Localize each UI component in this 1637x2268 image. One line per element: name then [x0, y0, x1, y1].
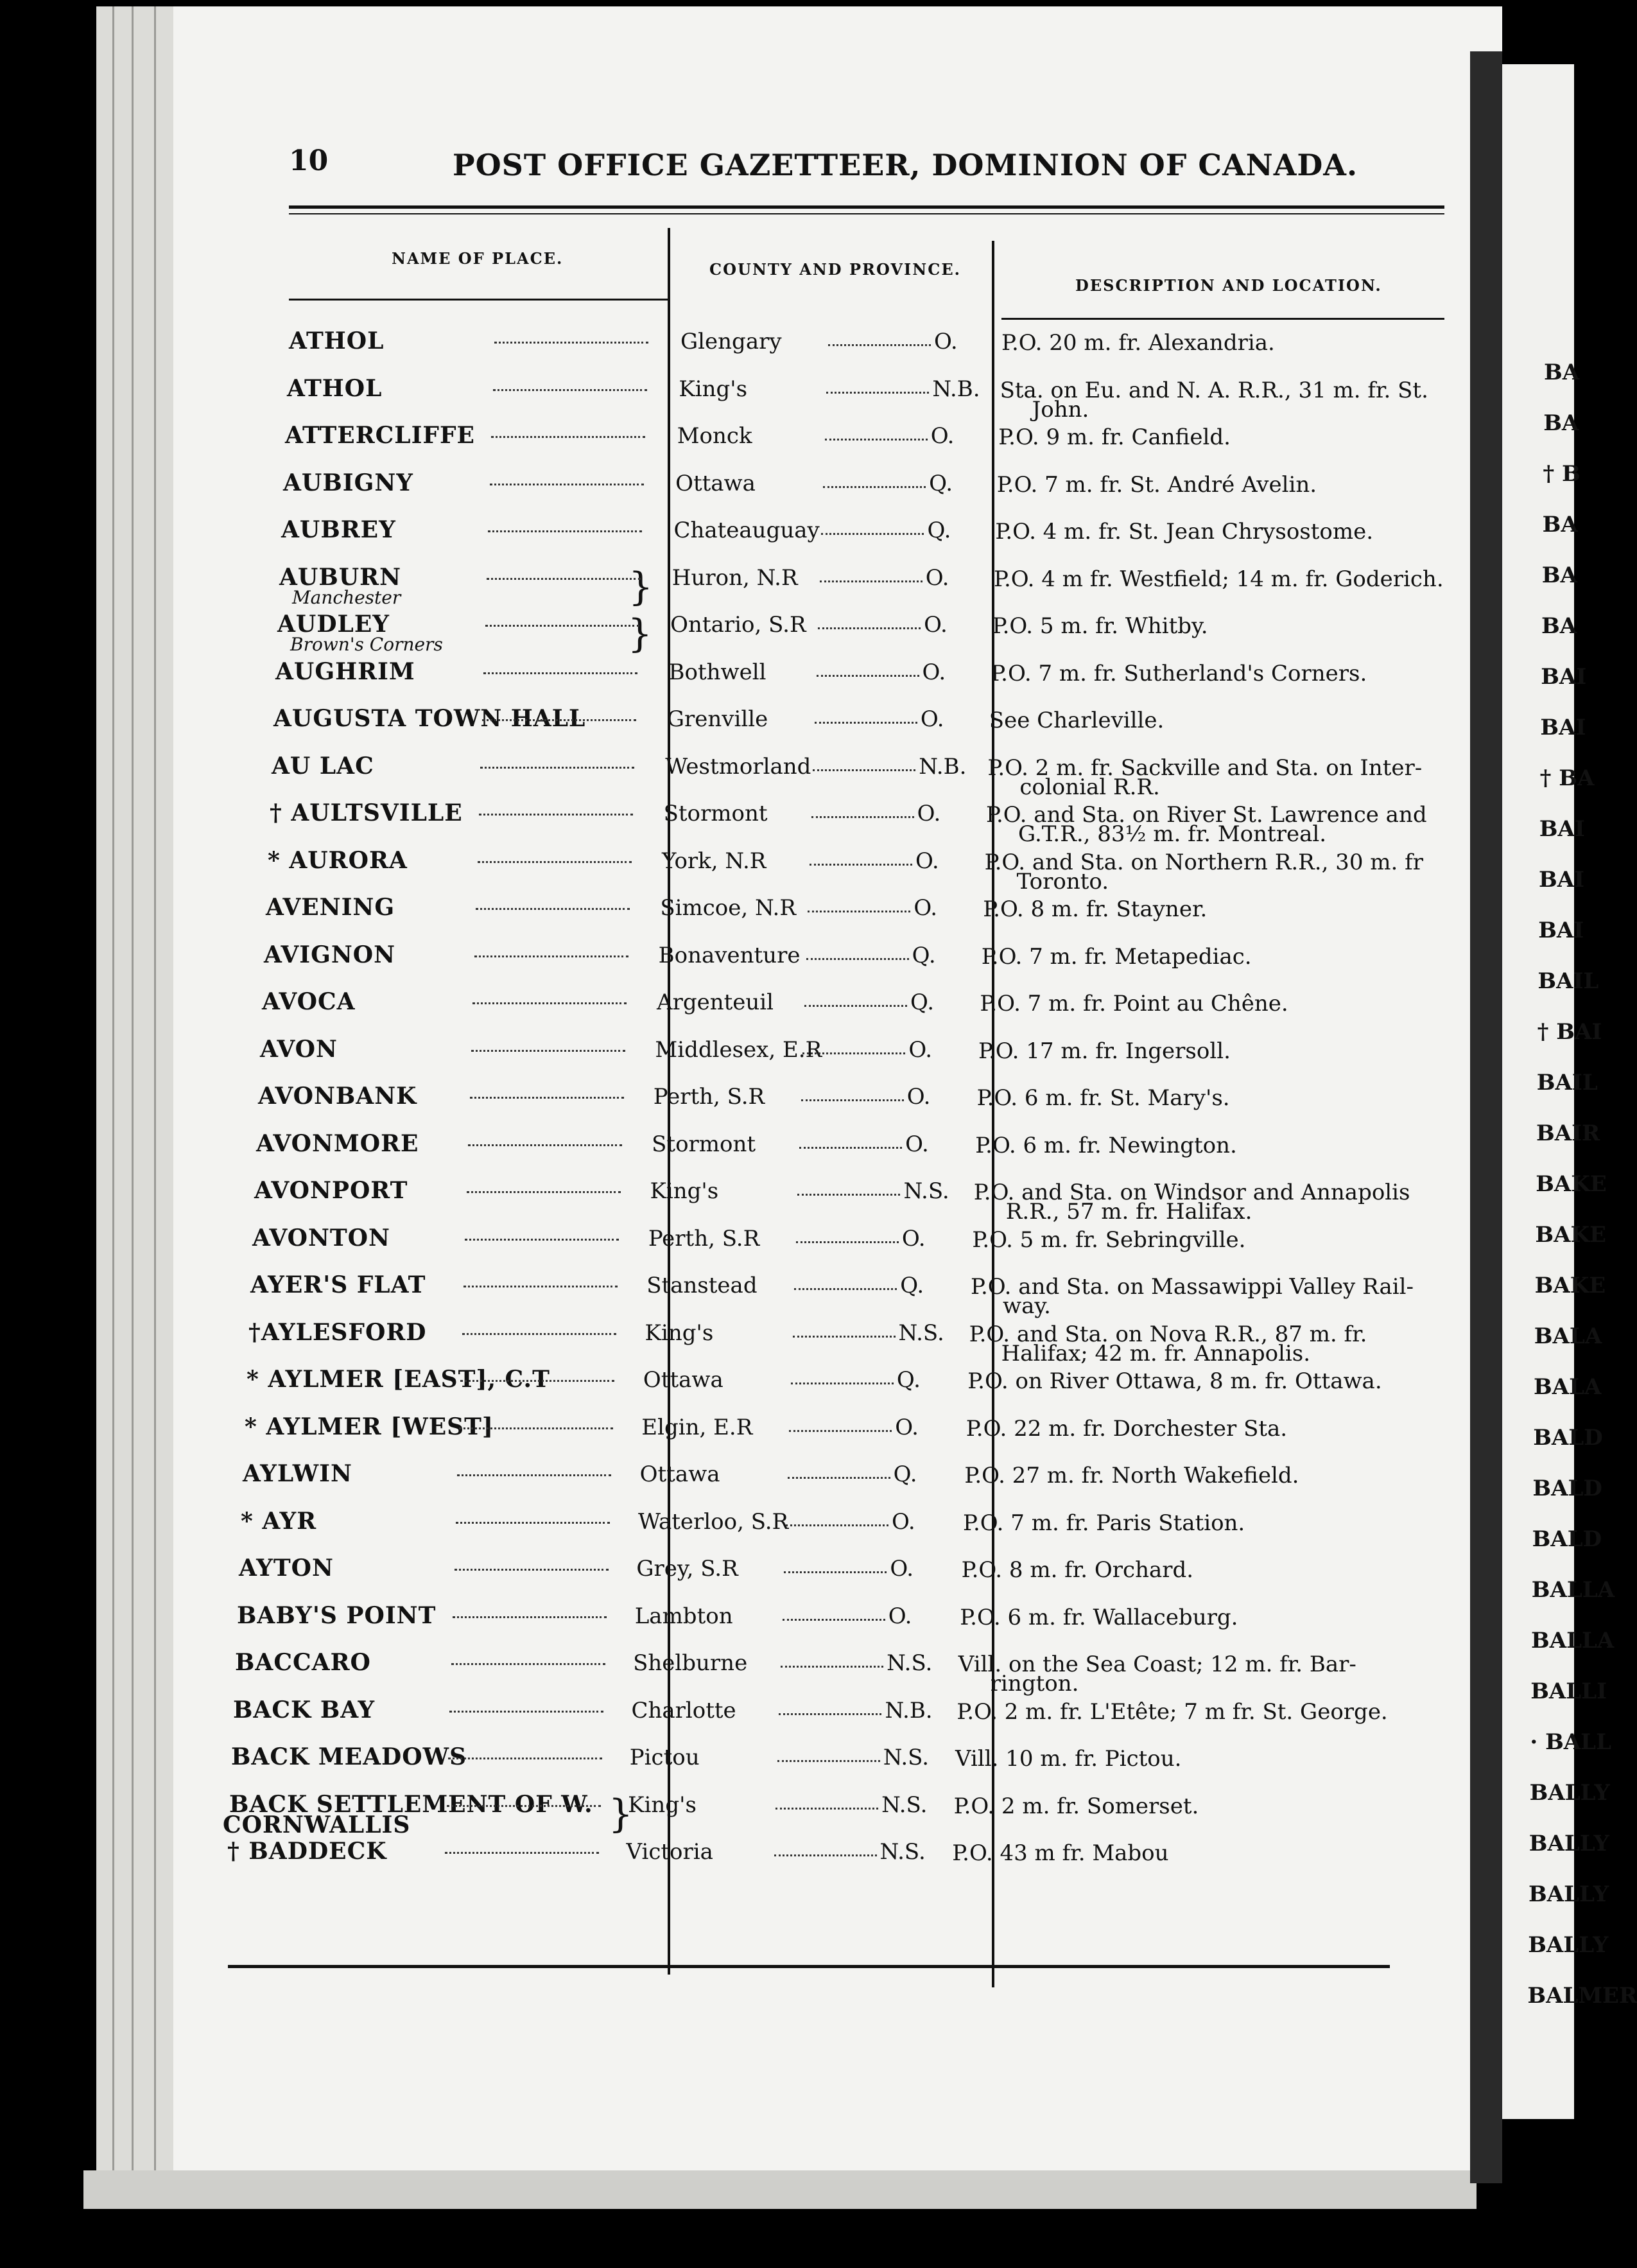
description: P.O. 5 m. fr. Whitby.: [992, 613, 1208, 639]
county-name: King's: [645, 1320, 714, 1346]
province-code: N.B.: [919, 753, 967, 780]
table-row: [0, 1791, 1574, 1837]
description: P.O. and Sta. on Massawippi Valley Rail-: [971, 1274, 1414, 1300]
leader-dots: [457, 1474, 611, 1476]
next-page-entry: BALA: [1534, 1323, 1602, 1349]
next-page-entry: † BAI: [1537, 1019, 1602, 1045]
next-page-entry: BAKE: [1536, 1171, 1607, 1197]
county-name: Bonaventure: [658, 942, 801, 968]
county-name: Grenville: [666, 706, 768, 732]
leader-dots: [789, 1430, 892, 1432]
next-page-entry: BA: [1541, 563, 1577, 588]
table-row: [0, 1508, 1574, 1554]
next-page-entry: † B: [1543, 461, 1581, 487]
description-continued: G.T.R., 83½ m. fr. Montreal.: [1018, 821, 1327, 847]
header-underline: [1001, 318, 1444, 320]
county-name: King's: [650, 1178, 719, 1204]
description: P.O. 27 m. fr. North Wakefield.: [964, 1463, 1299, 1488]
description: P.O. 17 m. fr. Ingersoll.: [978, 1038, 1231, 1064]
place-name: AUBURN: [279, 563, 401, 591]
leader-dots: [793, 1336, 896, 1338]
place-name: BACK MEADOWS: [231, 1743, 467, 1770]
province-code: O.: [905, 1131, 929, 1157]
province-code: N.S.: [881, 1792, 928, 1818]
description-continued: colonial R.R.: [1019, 774, 1160, 800]
description-continued: Halifax; 42 m. fr. Annapolis.: [1001, 1340, 1311, 1366]
description: P.O. 5 m. fr. Sebringville.: [972, 1226, 1246, 1253]
description: See Charleville.: [989, 708, 1165, 733]
footer-rule: [228, 1965, 1390, 1968]
county-name: Bothwell: [668, 659, 767, 685]
county-name: King's: [628, 1792, 697, 1818]
table-row: [0, 327, 1574, 374]
place-name: AU LAC: [272, 752, 374, 780]
province-code: O.: [934, 329, 958, 354]
description: P.O. 2 m. fr. Sackville and Sta. on Inter-: [987, 755, 1423, 781]
leader-dots: [474, 955, 628, 957]
leader-dots: [451, 1663, 605, 1665]
next-page-entry: BALMER: [1527, 1983, 1637, 2009]
leader-dots: [799, 1147, 902, 1149]
column-header-name: NAME OF PLACE.: [392, 249, 564, 268]
county-name: Huron, N.R: [671, 564, 798, 591]
description-continued: John.: [1032, 396, 1089, 423]
province-code: N.S.: [903, 1178, 949, 1204]
leader-dots: [810, 864, 912, 866]
description-continued: way.: [1003, 1293, 1051, 1319]
description: P.O. 7 m. fr. Paris Station.: [963, 1510, 1245, 1536]
table-row: [0, 941, 1574, 988]
next-page-entry: BAI: [1541, 664, 1587, 690]
place-name: AUGHRIM: [275, 658, 415, 685]
description: Vill. on the Sea Coast; 12 m. fr. Bar-: [958, 1652, 1356, 1677]
next-page-entry: BALD: [1533, 1425, 1603, 1451]
next-page-entry: BA: [1543, 410, 1579, 436]
county-name: Middlesex, E.R: [655, 1036, 822, 1063]
place-name: AVONTON: [252, 1224, 390, 1252]
table-row: [0, 705, 1574, 751]
leader-dots: [480, 767, 634, 769]
place-alias: Manchester: [292, 586, 401, 608]
place-name: AVIGNON: [264, 941, 395, 968]
table-row: [0, 1036, 1574, 1082]
leader-dots: [467, 1191, 621, 1193]
table-row: [0, 847, 1574, 893]
place-name: * AYLMER [WEST]: [245, 1413, 494, 1440]
place-alias: CORNWALLIS: [223, 1811, 411, 1838]
county-name: Glengary: [680, 329, 782, 354]
next-page-entry: BALLY: [1529, 1780, 1610, 1806]
leader-dots: [476, 908, 630, 910]
leader-dots: [815, 722, 917, 724]
county-name: Chateauguay: [673, 518, 820, 543]
place-name: AUDLEY: [277, 611, 390, 638]
description: P.O. 8 m. fr. Stayner.: [983, 896, 1208, 922]
leader-dots: [828, 344, 931, 346]
province-code: O.: [925, 564, 949, 591]
header-rule: [289, 205, 1444, 209]
province-code: N.S.: [887, 1650, 933, 1676]
place-name: AYLWIN: [243, 1460, 352, 1487]
leader-dots: [802, 1052, 905, 1054]
column-header-county: COUNTY AND PROVINCE.: [709, 260, 961, 279]
province-code: O.: [915, 848, 939, 874]
leader-dots: [825, 439, 928, 441]
place-name: AVONPORT: [254, 1177, 408, 1204]
province-code: O.: [922, 659, 946, 685]
county-name: Victoria: [626, 1839, 713, 1865]
page-header: [289, 144, 1358, 196]
leader-dots: [478, 861, 632, 863]
next-page-entry: BALLY: [1529, 1881, 1609, 1907]
table-row: [0, 1319, 1574, 1365]
next-page-entry: BALD: [1532, 1526, 1602, 1552]
county-name: Stanstead: [646, 1273, 758, 1298]
county-name: Ontario, S.R: [670, 612, 806, 638]
province-code: Q.: [929, 470, 953, 496]
place-name: AVENING: [266, 894, 395, 921]
province-code: O.: [901, 1225, 926, 1252]
province-code: N.B.: [932, 376, 980, 402]
leader-dots: [456, 1522, 610, 1524]
description: P.O. and Sta. on River St. Lawrence and: [986, 802, 1427, 828]
leader-dots: [491, 436, 645, 438]
description: P.O. 7 m. fr. St. André Avelin.: [996, 471, 1317, 498]
leader-dots: [470, 1097, 624, 1099]
county-name: Stormont: [663, 801, 768, 826]
county-name: Stormont: [652, 1131, 756, 1157]
place-name: AUGUSTA TOWN HALL: [273, 705, 586, 732]
place-name: AUBIGNY: [283, 469, 413, 496]
leader-dots: [823, 486, 926, 488]
county-name: Ottawa: [675, 470, 756, 496]
description: P.O. 43 m fr. Mabou: [952, 1840, 1169, 1866]
leader-dots: [788, 1477, 890, 1479]
leader-dots: [482, 719, 636, 721]
leader-dots: [818, 627, 921, 629]
table-row: [0, 1083, 1574, 1129]
leader-dots: [472, 1002, 627, 1004]
leader-dots: [453, 1616, 607, 1618]
description: P.O. 7 m. fr. Point au Chêne.: [980, 991, 1288, 1016]
next-page-entry: BA: [1544, 360, 1580, 385]
table-row: [0, 753, 1574, 799]
place-name: BACCARO: [235, 1649, 371, 1676]
province-code: N.S.: [898, 1320, 944, 1346]
leader-dots: [786, 1524, 888, 1526]
leader-dots: [460, 1380, 614, 1382]
next-page-entry: · BALL: [1530, 1729, 1611, 1755]
table-row: [0, 988, 1574, 1034]
place-name: AVONBANK: [258, 1083, 417, 1110]
next-page-entry: BAI: [1539, 816, 1585, 842]
leader-dots: [459, 1427, 613, 1429]
place-name: * AYLMER [EAST], C.T: [247, 1366, 550, 1393]
leader-dots: [487, 578, 641, 580]
leader-dots: [447, 1805, 601, 1807]
place-name: BACK BAY: [233, 1696, 376, 1723]
next-page-entry: BAI: [1540, 715, 1586, 740]
description: P.O. 4 m. fr. St. Jean Chrysostome.: [995, 519, 1374, 545]
province-code: N.S.: [879, 1839, 926, 1865]
table-row: [0, 422, 1574, 468]
description: P.O. and Sta. on Northern R.R., 30 m. fr: [984, 849, 1423, 875]
brace: }: [628, 564, 654, 609]
leader-dots: [779, 1713, 881, 1715]
province-code: O.: [930, 423, 955, 449]
table-row: [0, 1743, 1574, 1790]
county-name: Ottawa: [643, 1367, 723, 1393]
county-name: Elgin, E.R: [641, 1414, 753, 1440]
leader-dots: [462, 1333, 616, 1335]
leader-dots: [445, 1852, 599, 1854]
place-name: ATHOL: [289, 327, 385, 354]
description: Vill. 10 m. fr. Pictou.: [955, 1746, 1182, 1772]
leader-dots: [777, 1760, 880, 1762]
place-name: AYTON: [239, 1555, 334, 1582]
description: P.O. 7 m. fr. Metapediac.: [981, 943, 1252, 970]
county-name: Ottawa: [639, 1461, 720, 1487]
table-row: [0, 611, 1574, 657]
county-name: King's: [679, 376, 748, 402]
table-row: [0, 375, 1574, 421]
description: P.O. 4 m fr. Westfield; 14 m. fr. Goderich.: [994, 566, 1444, 592]
county-name: Perth, S.R: [653, 1084, 765, 1110]
leader-dots: [796, 1241, 899, 1243]
next-page-entry: BALD: [1532, 1476, 1602, 1501]
place-name: BABY'S POINT: [237, 1601, 437, 1629]
place-name: AVONMORE: [256, 1130, 419, 1157]
description: Sta. on Eu. and N. A. R.R., 31 m. fr. St.: [1000, 377, 1428, 403]
leader-dots: [449, 1711, 603, 1713]
leader-dots: [826, 392, 929, 394]
leader-dots: [494, 342, 648, 344]
county-name: Perth, S.R: [648, 1225, 760, 1252]
description: P.O. 2 m. fr. Somerset.: [953, 1793, 1199, 1819]
leader-dots: [483, 672, 637, 674]
province-code: Q.: [927, 518, 951, 543]
county-name: Charlotte: [631, 1697, 736, 1723]
province-code: Q.: [912, 942, 936, 968]
county-name: Shelburne: [633, 1650, 748, 1676]
province-code: Q.: [910, 990, 935, 1015]
header-underline: [289, 299, 668, 301]
next-page-entry: † BA: [1539, 765, 1595, 791]
county-name: Westmorland: [665, 753, 811, 780]
description: P.O. 7 m. fr. Sutherland's Corners.: [991, 660, 1367, 686]
header-rule: [289, 213, 1444, 214]
place-alias: Brown's Corners: [290, 634, 443, 655]
table-row: [0, 1225, 1574, 1271]
description: P.O. 6 m. fr. Wallaceburg.: [960, 1604, 1238, 1630]
next-page-entry: BAIL: [1536, 1070, 1598, 1095]
leader-dots: [775, 1808, 878, 1810]
province-code: O.: [890, 1556, 914, 1582]
county-name: Argenteuil: [657, 990, 774, 1015]
description: P.O. 9 m. fr. Canfield.: [998, 424, 1231, 450]
table-row: [0, 658, 1574, 704]
place-name: AVON: [260, 1035, 338, 1063]
page-number: 10: [289, 144, 329, 177]
leader-dots: [804, 1005, 907, 1007]
description: P.O. 6 m. fr. Newington.: [975, 1132, 1237, 1158]
leader-dots: [821, 533, 924, 535]
table-row: [0, 1555, 1574, 1601]
province-code: N.B.: [885, 1697, 933, 1723]
page-title: POST OFFICE GAZETTEER, DOMINION OF CANADA.: [453, 148, 1358, 182]
place-name: † AULTSVILLE: [270, 799, 463, 826]
place-name: BACK SETTLEMENT OF W.: [229, 1790, 593, 1818]
county-name: York, N.R: [661, 848, 767, 874]
table-row: [0, 469, 1574, 516]
place-name: * AURORA: [268, 846, 408, 874]
leader-dots: [808, 911, 910, 912]
next-page-entry: BALLY: [1529, 1831, 1609, 1856]
table-row: [0, 516, 1574, 563]
description-continued: R.R., 57 m. fr. Halifax.: [1005, 1199, 1252, 1225]
leader-dots: [490, 484, 644, 485]
leader-dots: [813, 769, 915, 771]
leader-dots: [455, 1569, 609, 1571]
table-row: [0, 1413, 1574, 1460]
table-row: [0, 1649, 1574, 1695]
table-row: [0, 1366, 1574, 1412]
leader-dots: [797, 1194, 900, 1196]
province-code: O.: [895, 1414, 919, 1440]
description: P.O. 8 m. fr. Orchard.: [961, 1557, 1194, 1583]
next-page-entry: BA: [1541, 613, 1577, 639]
leader-dots: [488, 530, 642, 532]
leader-dots: [820, 580, 922, 582]
table-row: [0, 1697, 1574, 1743]
next-page-entry: BALLA: [1531, 1577, 1615, 1603]
leader-dots: [463, 1286, 618, 1287]
province-code: Q.: [900, 1273, 924, 1298]
leader-dots: [774, 1854, 877, 1856]
next-page-entry: BAI: [1538, 918, 1584, 943]
next-page-entry: BALLI: [1530, 1679, 1607, 1704]
leader-dots: [783, 1619, 885, 1621]
place-name: AUBREY: [281, 516, 396, 543]
province-code: O.: [917, 801, 941, 826]
province-code: O.: [920, 706, 944, 732]
leader-dots: [817, 675, 919, 677]
province-code: O.: [914, 895, 938, 921]
table-row: [0, 1460, 1574, 1506]
place-name: ATHOL: [287, 374, 383, 402]
leader-dots: [784, 1571, 887, 1573]
place-name: † BADDECK: [227, 1838, 387, 1865]
description: P.O. on River Ottawa, 8 m. fr. Ottawa.: [967, 1368, 1382, 1394]
leader-dots: [479, 814, 633, 816]
province-code: O.: [888, 1603, 912, 1629]
table-row: [0, 1602, 1574, 1648]
next-page-entry: BALLA: [1531, 1628, 1615, 1653]
description: P.O. 2 m. fr. L'Etête; 7 m fr. St. George.: [957, 1698, 1388, 1725]
table-row: [0, 564, 1574, 610]
county-name: Lambton: [634, 1603, 733, 1629]
place-name: ATTERCLIFFE: [285, 422, 475, 449]
column-header-description: DESCRIPTION AND LOCATION.: [1075, 276, 1382, 295]
next-page-entry: BA: [1542, 512, 1578, 537]
brace: }: [608, 1791, 633, 1836]
next-page-entry: BAIL: [1537, 968, 1599, 994]
description: P.O. 20 m. fr. Alexandria.: [1001, 330, 1275, 356]
leader-dots: [801, 1099, 904, 1101]
province-code: O.: [924, 612, 948, 638]
description-continued: rington.: [990, 1671, 1079, 1697]
next-page-entry: BAKE: [1535, 1222, 1606, 1248]
description: P.O. and Sta. on Windsor and Annapolis: [973, 1180, 1410, 1205]
next-page-entry: BAKE: [1534, 1273, 1606, 1298]
page-bottom-edge: [83, 2170, 1477, 2209]
province-code: N.S.: [883, 1745, 930, 1770]
county-name: Grey, S.R: [636, 1556, 738, 1582]
leader-dots: [493, 389, 647, 391]
leader-dots: [468, 1144, 622, 1146]
leader-dots: [794, 1288, 897, 1290]
province-code: Q.: [893, 1461, 917, 1487]
leader-dots: [781, 1666, 883, 1668]
leader-dots: [471, 1050, 625, 1052]
table-row: [0, 1130, 1574, 1176]
place-name: AYER'S FLAT: [250, 1271, 426, 1298]
province-code: O.: [892, 1508, 915, 1535]
province-code: O.: [906, 1084, 931, 1110]
description: P.O. 22 m. fr. Dorchester Sta.: [966, 1415, 1288, 1442]
county-name: Pictou: [629, 1745, 700, 1770]
description-continued: Toronto.: [1016, 868, 1109, 894]
table-row: [0, 894, 1574, 940]
table-row: [0, 799, 1574, 846]
province-code: O.: [908, 1036, 933, 1063]
county-name: Monck: [677, 423, 752, 449]
table-row: [0, 1177, 1574, 1223]
description: P.O. and Sta. on Nova R.R., 87 m. fr.: [969, 1321, 1367, 1347]
brace: }: [627, 611, 652, 656]
table-row: [0, 1271, 1574, 1318]
province-code: Q.: [896, 1367, 921, 1393]
county-name: Simcoe, N.R: [660, 895, 796, 921]
leader-dots: [811, 816, 914, 818]
leader-dots: [448, 1758, 602, 1759]
table-row: [0, 1838, 1574, 1884]
place-name: * AYR: [241, 1507, 317, 1535]
leader-dots: [465, 1239, 619, 1241]
next-page-entry: BALLY: [1528, 1932, 1609, 1958]
place-name: AVOCA: [262, 988, 356, 1015]
leader-dots: [791, 1383, 894, 1384]
leader-dots: [806, 958, 909, 960]
leader-dots: [485, 625, 639, 627]
next-page-entry: BAIR: [1536, 1121, 1600, 1146]
county-name: Waterloo, S.R: [638, 1508, 789, 1535]
next-page-entry: BAI: [1539, 867, 1585, 893]
next-page-entry: BALA: [1534, 1374, 1602, 1400]
description: P.O. 6 m. fr. St. Mary's.: [976, 1085, 1230, 1111]
place-name: †AYLESFORD: [248, 1318, 427, 1346]
